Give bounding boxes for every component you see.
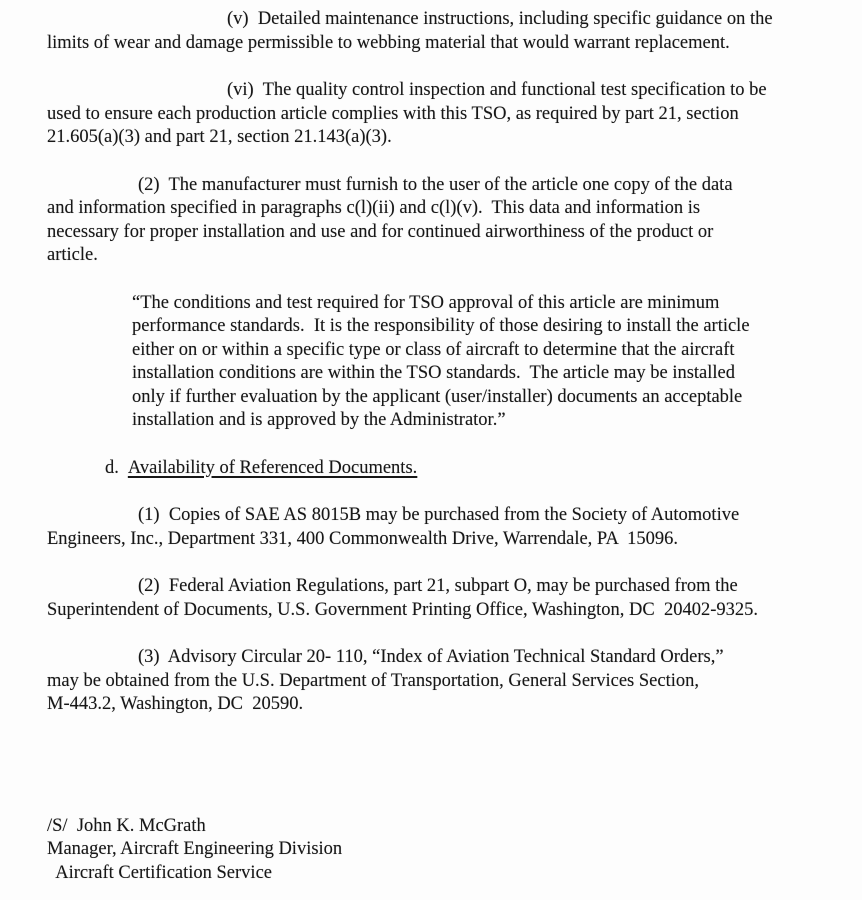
text-line: installation conditions are within the TSO standards. The article may be installed: [132, 363, 736, 383]
paragraph-vi-quality-control: [47, 79, 826, 150]
text-line: article.: [47, 245, 98, 265]
text-line: (2) The manufacturer must furnish to the user of the article one copy of the data: [138, 174, 733, 195]
section-d-label: d.: [105, 457, 119, 478]
paragraph-c2-manufacturer-furnish: [47, 174, 826, 268]
paragraph-d3-advisory-circular: [47, 646, 826, 717]
text-line: used to ensure each production article complies with this TSO, as required by part 21, section: [47, 103, 739, 124]
text-line: (1) Copies of SAE AS 8015B may be purchased from the Society of Automotive: [138, 505, 740, 525]
paragraph-d2-federal-aviation-regulations: [47, 575, 826, 622]
paragraph-v-maintenance-instructions: [47, 8, 826, 55]
text-line: Engineers, Inc., Department 331, 400 Commonwealth Drive, Warrendale, PA 15096.: [47, 528, 678, 549]
text-line: M-443.2, Washington, DC 20590.: [47, 694, 304, 714]
text-line: Manager, Aircraft Engineering Division: [47, 839, 343, 859]
signature-block: [47, 815, 826, 886]
text-line: “The conditions and test required for TSO approval of this article are minimum: [132, 292, 720, 313]
text-line: 21.605(a)(3) and part 21, section 21.143(a)(3).: [47, 127, 392, 147]
text-line: Aircraft Certification Service: [47, 862, 272, 883]
paragraph-d1-sae-copies: [47, 504, 826, 551]
text-line: and information specified in paragraphs c(l)(ii) and c(l)(v). This data and information is: [47, 198, 701, 218]
text-line: (vi) The quality control inspection and functional test specification to be: [227, 80, 767, 100]
text-line: /S/ John K. McGrath: [47, 815, 206, 836]
text-line: installation and is approved by the Administrator.”: [132, 410, 506, 430]
text-line: either on or within a specific type or class of aircraft to determine that the aircraft: [132, 339, 735, 360]
text-line: (3) Advisory Circular 20- 110, “Index of Aviation Technical Standard Orders,”: [138, 647, 724, 667]
text-line: performance standards. It is the responsibility of those desiring to install the article: [132, 316, 750, 336]
tso-conditions-block-quote: [132, 292, 786, 433]
section-d-heading: [105, 457, 826, 481]
text-line: only if further evaluation by the applicant (user/installer) documents an acceptable: [132, 386, 743, 407]
text-line: (v) Detailed maintenance instructions, including specific guidance on the: [227, 9, 773, 29]
text-line: (2) Federal Aviation Regulations, part 21, subpart O, may be purchased from the: [138, 576, 738, 596]
text-line: Superintendent of Documents, U.S. Government Printing Office, Washington, DC 20402-9325.: [47, 599, 759, 620]
text-line: limits of wear and damage permissible to webbing material that would warrant replacement.: [47, 32, 730, 53]
section-d-title: Availability of Referenced Documents.: [127, 457, 418, 478]
text-line: may be obtained from the U.S. Department of Transportation, General Services Section,: [47, 670, 699, 691]
text-line: necessary for proper installation and use and for continued airworthiness of the product or: [47, 221, 714, 242]
